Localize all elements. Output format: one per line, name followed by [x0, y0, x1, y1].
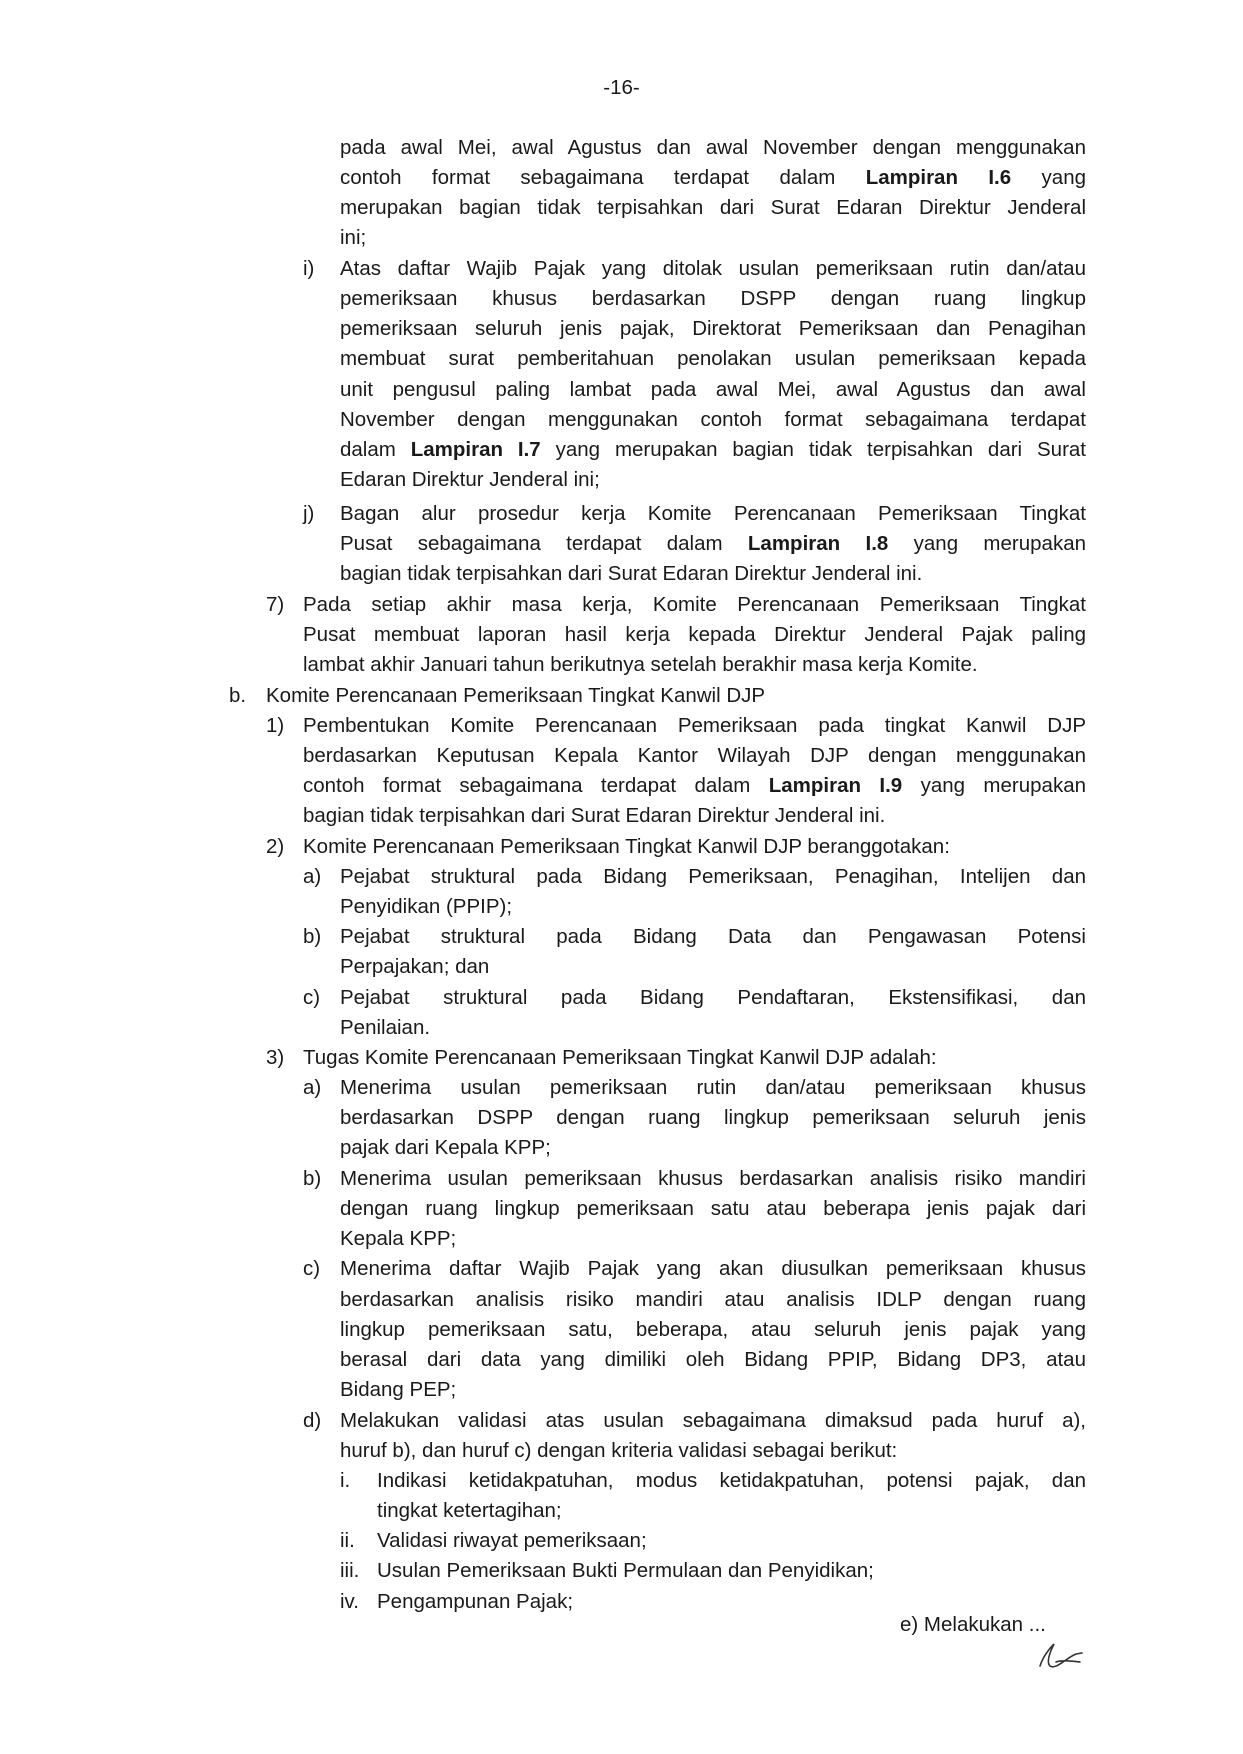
- text-line: Usulan Pemeriksaan Bukti Permulaan dan Penyidikan;: [377, 1559, 874, 1582]
- list-marker: b): [303, 1167, 322, 1190]
- text-line: Kepala KPP;: [340, 1227, 457, 1250]
- list-marker: 2): [266, 835, 285, 858]
- text-line: Penilaian.: [340, 1016, 431, 1039]
- list-marker: ii.: [340, 1529, 355, 1552]
- text-line: Pejabat struktural pada Bidang Pendaftaran, Ekstensifikasi, dan: [340, 986, 1086, 1009]
- list-marker: c): [303, 986, 321, 1009]
- text-line: berasal dari data yang dimiliki oleh Bidang PPIP, Bidang DP3, atau: [340, 1348, 1086, 1371]
- text-line: pemeriksaan khusus berdasarkan DSPP dengan ruang lingkup: [340, 287, 1086, 310]
- text-line: lingkup pemeriksaan satu, beberapa, atau seluruh jenis pajak yang: [340, 1318, 1086, 1341]
- text-line: dengan ruang lingkup pemeriksaan satu atau beberapa jenis pajak dari: [340, 1197, 1086, 1220]
- text-line: lambat akhir Januari tahun berikutnya setelah berakhir masa kerja Komite.: [303, 653, 978, 676]
- bold-reference: Lampiran I.9: [768, 774, 903, 797]
- bold-reference: Lampiran I.8: [747, 532, 889, 555]
- text-line: membuat surat pemberitahuan penolakan usulan pemeriksaan kepada: [340, 347, 1086, 370]
- list-marker: iv.: [340, 1590, 359, 1613]
- bold-reference: Lampiran I.6: [865, 166, 1012, 189]
- text-line: Tugas Komite Perencanaan Pemeriksaan Tingkat Kanwil DJP adalah:: [303, 1046, 937, 1069]
- text-line: Pembentukan Komite Perencanaan Pemeriksaan pada tingkat Kanwil DJP: [303, 714, 1086, 737]
- text-line: contoh format sebagaimana terdapat dalam Lampiran I.9 yang merupakan: [303, 774, 1086, 797]
- text-line: Pejabat struktural pada Bidang Pemeriksaan, Penagihan, Intelijen dan: [340, 865, 1086, 888]
- text-line: ini;: [340, 226, 367, 249]
- text-line: dalam Lampiran I.7 yang merupakan bagian tidak terpisahkan dari Surat: [340, 438, 1086, 461]
- text-line: Melakukan validasi atas usulan sebagaimana dimaksud pada huruf a),: [340, 1409, 1086, 1432]
- list-marker: b): [303, 925, 322, 948]
- text-line: Bidang PEP;: [340, 1378, 457, 1401]
- list-marker: 7): [266, 593, 285, 616]
- list-marker: a): [303, 1076, 322, 1099]
- list-marker: i): [303, 257, 315, 280]
- text-line: Pengampunan Pajak;: [377, 1590, 574, 1613]
- text-line: Pejabat struktural pada Bidang Data dan Pengawasan Potensi: [340, 925, 1086, 948]
- list-marker: 1): [266, 714, 285, 737]
- text-line: berdasarkan Keputusan Kepala Kantor Wilayah DJP dengan menggunakan: [303, 744, 1086, 767]
- text-line: Penyidikan (PPIP);: [340, 895, 513, 918]
- bold-reference: Lampiran I.7: [410, 438, 541, 461]
- list-marker: 3): [266, 1046, 285, 1069]
- list-marker: c): [303, 1257, 321, 1280]
- list-marker: b.: [229, 684, 247, 707]
- text-line: Validasi riwayat pemeriksaan;: [377, 1529, 647, 1552]
- list-marker: d): [303, 1409, 322, 1432]
- text-line: berdasarkan analisis risiko mandiri atau analisis IDLP dengan ruang: [340, 1288, 1086, 1311]
- text-line: Pusat membuat laporan hasil kerja kepada Direktur Jenderal Pajak paling: [303, 623, 1086, 646]
- text-line: Komite Perencanaan Pemeriksaan Tingkat Kanwil DJP beranggotakan:: [303, 835, 950, 858]
- text-line: bagian tidak terpisahkan dari Surat Edaran Direktur Jenderal ini.: [303, 804, 886, 827]
- text-line: Edaran Direktur Jenderal ini;: [340, 468, 600, 491]
- text-line: Menerima usulan pemeriksaan rutin dan/atau pemeriksaan khusus: [340, 1076, 1086, 1099]
- text-line: Perpajakan; dan: [340, 955, 490, 978]
- text-line: Komite Perencanaan Pemeriksaan Tingkat Kanwil DJP: [266, 684, 766, 707]
- text-line: Menerima daftar Wajib Pajak yang akan diusulkan pemeriksaan khusus: [340, 1257, 1086, 1280]
- text-line: Indikasi ketidakpatuhan, modus ketidakpatuhan, potensi pajak, dan: [377, 1469, 1086, 1492]
- list-marker: iii.: [340, 1559, 360, 1582]
- initial-paraf-mark: [1036, 1636, 1086, 1676]
- text-line: Atas daftar Wajib Pajak yang ditolak usulan pemeriksaan rutin dan/atau: [340, 257, 1086, 280]
- text-line: pada awal Mei, awal Agustus dan awal November dengan menggunakan: [340, 136, 1086, 159]
- text-line: pajak dari Kepala KPP;: [340, 1136, 551, 1159]
- list-marker: j): [303, 502, 315, 525]
- text-line: Pusat sebagaimana terdapat dalam Lampiran I.8 yang merupakan: [340, 532, 1086, 555]
- text-line: November dengan menggunakan contoh format sebagaimana terdapat: [340, 408, 1086, 431]
- text-line: huruf b), dan huruf c) dengan kriteria validasi sebagai berikut:: [340, 1439, 898, 1462]
- text-line: merupakan bagian tidak terpisahkan dari Surat Edaran Direktur Jenderal: [340, 196, 1086, 219]
- text-line: contoh format sebagaimana terdapat dalam Lampiran I.6 yang: [340, 166, 1086, 189]
- text-line: Bagan alur prosedur kerja Komite Perencanaan Pemeriksaan Tingkat: [340, 502, 1086, 525]
- text-line: berdasarkan DSPP dengan ruang lingkup pemeriksaan seluruh jenis: [340, 1106, 1086, 1129]
- page-number: -16-: [603, 76, 640, 99]
- text-line: tingkat ketertagihan;: [377, 1499, 562, 1522]
- text-line: pemeriksaan seluruh jenis pajak, Direktorat Pemeriksaan dan Penagihan: [340, 317, 1086, 340]
- text-line: Pada setiap akhir masa kerja, Komite Perencanaan Pemeriksaan Tingkat: [303, 593, 1086, 616]
- text-line: Menerima usulan pemeriksaan khusus berdasarkan analisis risiko mandiri: [340, 1167, 1086, 1190]
- text-line: unit pengusul paling lambat pada awal Mei, awal Agustus dan awal: [340, 378, 1086, 401]
- text-line: bagian tidak terpisahkan dari Surat Edaran Direktur Jenderal ini.: [340, 562, 923, 585]
- list-marker: a): [303, 865, 322, 888]
- continuation-footer: e) Melakukan ...: [900, 1613, 1046, 1636]
- list-marker: i.: [340, 1469, 351, 1492]
